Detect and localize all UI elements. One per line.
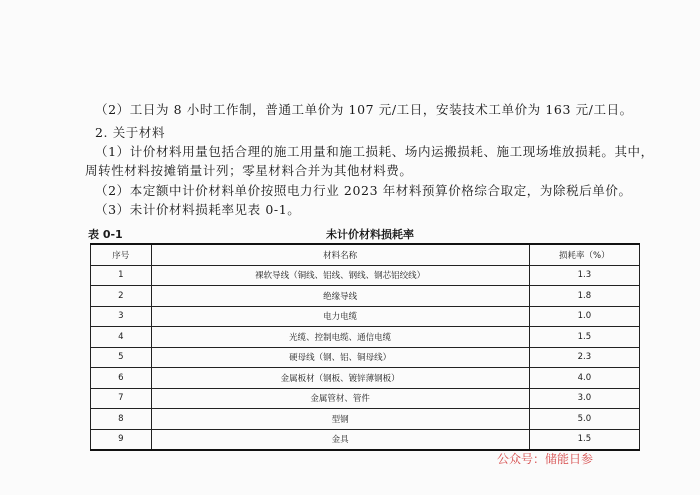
row-rate: 1.5 bbox=[529, 327, 639, 348]
row-material: 金属管材、管件 bbox=[151, 388, 529, 409]
row-index: 6 bbox=[91, 368, 152, 389]
row-rate: 1.5 bbox=[529, 429, 639, 450]
paragraph-labor-day: （2）工日为 8 小时工作制，普通工单价为 107 元/工日，安装技术工单价为 163 元/工日。 bbox=[95, 102, 633, 117]
table-title: 未计价材料损耗率 bbox=[326, 228, 414, 241]
row-material: 硬母线（钢、铝、铜母线） bbox=[151, 347, 529, 368]
row-material: 电力电缆 bbox=[151, 306, 529, 327]
row-material: 金具 bbox=[151, 429, 529, 450]
row-index: 9 bbox=[91, 429, 152, 450]
row-rate: 4.0 bbox=[529, 368, 639, 389]
row-index: 5 bbox=[91, 347, 152, 368]
row-rate: 2.3 bbox=[529, 347, 639, 368]
watermark: 公众号：储能日参 bbox=[497, 452, 594, 466]
row-index: 2 bbox=[91, 286, 152, 307]
loss-rate-table bbox=[90, 243, 640, 451]
row-index: 3 bbox=[91, 306, 152, 327]
paragraph-material-usage: （1）计价材料用量包括合理的施工用量和施工损耗、场内运搬损耗、施工现场堆放损耗。其中， bbox=[95, 144, 654, 159]
table-row bbox=[91, 409, 640, 430]
row-material: 绝缘导线 bbox=[151, 286, 529, 307]
row-index: 8 bbox=[91, 409, 152, 430]
row-material: 金属板材（钢板、镀锌薄钢板） bbox=[151, 368, 529, 389]
row-rate: 3.0 bbox=[529, 388, 639, 409]
table-header-row bbox=[91, 244, 640, 265]
row-rate: 1.0 bbox=[529, 306, 639, 327]
header-index: 序号 bbox=[91, 244, 152, 265]
table-row bbox=[91, 265, 640, 286]
row-rate: 1.8 bbox=[529, 286, 639, 307]
table-row bbox=[91, 388, 640, 409]
row-index: 4 bbox=[91, 327, 152, 348]
table-row bbox=[91, 327, 640, 348]
section-heading-materials: 2. 关于材料 bbox=[95, 125, 166, 140]
row-rate: 1.3 bbox=[529, 265, 639, 286]
header-loss-rate: 损耗率（%） bbox=[529, 244, 639, 265]
row-index: 1 bbox=[91, 265, 152, 286]
row-material: 裸软导线（铜线、铝线、钢线、钢芯铝绞线） bbox=[151, 265, 529, 286]
table-row bbox=[91, 429, 640, 450]
table-row bbox=[91, 286, 640, 307]
table-label: 表 0-1 bbox=[88, 228, 123, 241]
row-index: 7 bbox=[91, 388, 152, 409]
header-material-name: 材料名称 bbox=[151, 244, 529, 265]
paragraph-material-price: （2）本定额中计价材料单价按照电力行业 2023 年材料预算价格综合取定，为除税后单价。 bbox=[95, 183, 632, 198]
paragraph-loss-rate-ref: （3）未计价材料损耗率见表 0-1。 bbox=[95, 202, 301, 217]
paragraph-material-usage-cont: 周转性材料按摊销量计列；零星材料合并为其他材料费。 bbox=[85, 163, 413, 178]
table-row bbox=[91, 347, 640, 368]
row-rate: 5.0 bbox=[529, 409, 639, 430]
row-material: 型钢 bbox=[151, 409, 529, 430]
table-row bbox=[91, 306, 640, 327]
row-material: 光缆、控制电缆、通信电缆 bbox=[151, 327, 529, 348]
table-row bbox=[91, 368, 640, 389]
